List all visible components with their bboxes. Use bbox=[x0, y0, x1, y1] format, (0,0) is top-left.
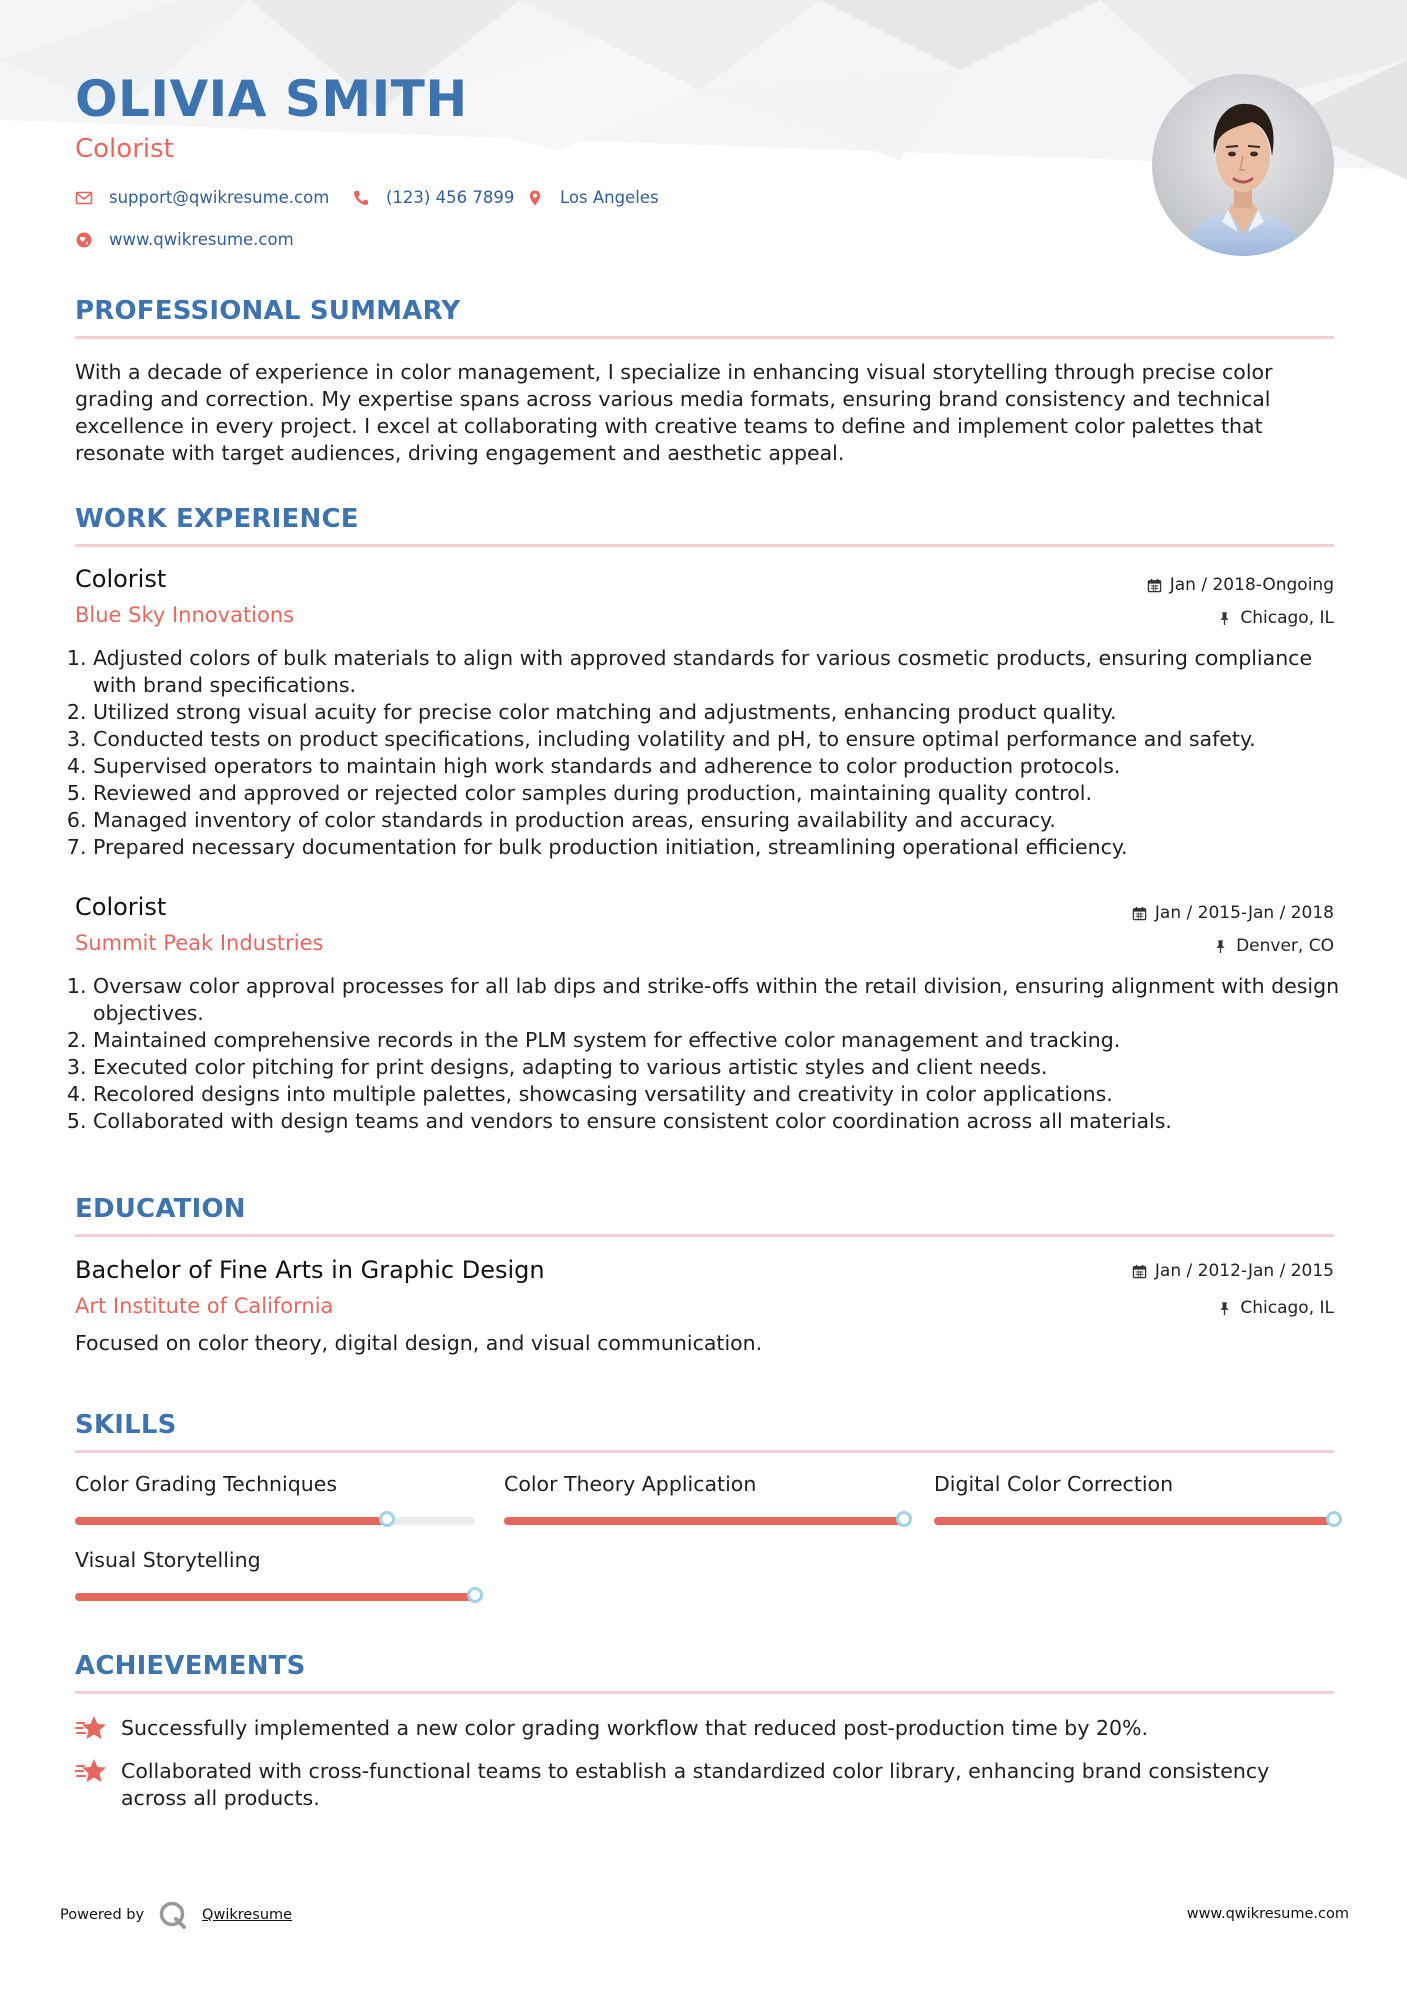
skill-bar-fill bbox=[75, 1517, 387, 1525]
powered-by-label: Powered by bbox=[60, 1907, 145, 1923]
job-dates bbox=[1132, 903, 1334, 923]
education-dates-text: Jan / 2012-Jan / 2015 bbox=[1154, 1261, 1334, 1281]
footer-powered-by bbox=[60, 1900, 292, 1930]
job-location-text: Chicago, IL bbox=[1240, 608, 1334, 628]
section-divider bbox=[75, 1691, 1334, 1694]
section-title-education: EDUCATION bbox=[75, 1194, 246, 1224]
list-item: 2. Maintained comprehensive records in the PLM system for effective color management and tracking. bbox=[93, 1027, 1352, 1054]
skill-bar bbox=[504, 1517, 904, 1525]
job-dates bbox=[1147, 575, 1334, 595]
pushpin-icon bbox=[1217, 611, 1232, 626]
list-item: 4. Recolored designs into multiple palettes, showcasing versatility and creativity in color applications. bbox=[93, 1081, 1352, 1108]
list-item: 5. Reviewed and approved or rejected color samples during production, maintaining quality control. bbox=[93, 780, 1352, 807]
contact-phone-text[interactable]: (123) 456 7899 bbox=[386, 188, 515, 207]
education-school: Art Institute of California bbox=[75, 1294, 334, 1318]
job-dates-text: Jan / 2018-Ongoing bbox=[1169, 575, 1334, 595]
skill-bar bbox=[934, 1517, 1334, 1525]
job-bullets bbox=[75, 973, 1352, 1135]
job-bullets bbox=[75, 645, 1352, 861]
job-location bbox=[1217, 608, 1334, 628]
skill-label: Color Grading Techniques bbox=[75, 1472, 338, 1496]
education-dates bbox=[1132, 1261, 1334, 1281]
section-title-summary: PROFESSIONAL SUMMARY bbox=[75, 296, 461, 326]
section-divider bbox=[75, 336, 1334, 339]
list-item: 6. Managed inventory of color standards in production areas, ensuring availability and accuracy. bbox=[93, 807, 1352, 834]
skill-bar-knob bbox=[379, 1511, 395, 1527]
section-divider bbox=[75, 1450, 1334, 1453]
list-item: 7. Prepared necessary documentation for bulk production initiation, streamlining operational efficiency. bbox=[93, 834, 1352, 861]
skill-bar-knob bbox=[467, 1587, 483, 1603]
skill-label: Color Theory Application bbox=[504, 1472, 757, 1496]
skill-bar bbox=[75, 1593, 475, 1601]
candidate-role: Colorist bbox=[75, 134, 174, 164]
calendar-icon bbox=[1132, 1264, 1147, 1279]
achievement-item bbox=[75, 1715, 1334, 1744]
section-divider bbox=[75, 544, 1334, 547]
achievement-item bbox=[75, 1758, 1334, 1812]
qwikresume-logo-icon bbox=[158, 1900, 188, 1930]
list-item: 3. Executed color pitching for print designs, adapting to various artistic styles and client needs. bbox=[93, 1054, 1352, 1081]
skill-bar-knob bbox=[896, 1511, 912, 1527]
pushpin-icon bbox=[1213, 939, 1228, 954]
skill-label: Visual Storytelling bbox=[75, 1548, 261, 1572]
skill-bar-fill bbox=[934, 1517, 1334, 1525]
list-item: 5. Collaborated with design teams and vendors to ensure consistent color coordination across all materials. bbox=[93, 1108, 1352, 1135]
profile-photo bbox=[1152, 74, 1334, 256]
list-item: 1. Adjusted colors of bulk materials to align with approved standards for various cosmetic products, ensuring compliance with brand specifications. bbox=[93, 645, 1352, 699]
map-pin-icon bbox=[526, 189, 544, 207]
candidate-name: OLIVIA SMITH bbox=[75, 70, 468, 128]
contact-location-text: Los Angeles bbox=[560, 188, 659, 207]
list-item: 4. Supervised operators to maintain high work standards and adherence to color production protocols. bbox=[93, 753, 1352, 780]
envelope-icon bbox=[75, 189, 93, 207]
section-title-experience: WORK EXPERIENCE bbox=[75, 504, 359, 534]
contact-location bbox=[526, 188, 659, 207]
education-location-text: Chicago, IL bbox=[1240, 1298, 1334, 1318]
summary-text: With a decade of experience in color management, I specialize in enhancing visual storytelling through precise color grading and correction. My expertise spans across various media formats, ensuring brand consistency and technical excellence in every project. I excel at collaborating with creative teams to define and implement color palettes that resonate with target audiences, driving engagement and aesthetic appeal. bbox=[75, 360, 1273, 465]
education-description: Focused on color theory, digital design, and visual communication. bbox=[75, 1331, 763, 1355]
education-degree: Bachelor of Fine Arts in Graphic Design bbox=[75, 1256, 545, 1284]
job-location bbox=[1213, 936, 1334, 956]
section-title-skills: SKILLS bbox=[75, 1410, 177, 1440]
section-divider bbox=[75, 1234, 1334, 1237]
job-company: Blue Sky Innovations bbox=[75, 603, 295, 627]
achievement-text: Successfully implemented a new color grading workflow that reduced post-production time by 20%. bbox=[121, 1716, 1149, 1740]
skill-label: Digital Color Correction bbox=[934, 1472, 1174, 1496]
list-item: 3. Conducted tests on product specifications, including volatility and pH, to ensure optimal performance and safety. bbox=[93, 726, 1352, 753]
contact-email[interactable] bbox=[75, 188, 329, 207]
contact-email-text[interactable]: support@qwikresume.com bbox=[109, 188, 330, 207]
job-title: Colorist bbox=[75, 893, 167, 921]
calendar-icon bbox=[1132, 906, 1147, 921]
section-title-achievements: ACHIEVEMENTS bbox=[75, 1651, 306, 1681]
phone-icon bbox=[352, 189, 370, 207]
skill-bar-fill bbox=[504, 1517, 904, 1525]
globe-icon bbox=[75, 231, 93, 249]
contact-website-text[interactable]: www.qwikresume.com bbox=[109, 230, 294, 249]
list-item: 1. Oversaw color approval processes for all lab dips and strike-offs within the retail division, ensuring alignment with design objectives. bbox=[93, 973, 1352, 1027]
qwikresume-link[interactable]: Qwikresume bbox=[202, 1907, 293, 1923]
skill-bar-fill bbox=[75, 1593, 475, 1601]
list-item: 2. Utilized strong visual acuity for precise color matching and adjustments, enhancing product quality. bbox=[93, 699, 1352, 726]
achievement-text: Collaborated with cross-functional teams to establish a standardized color library, enhancing brand consistency across all products. bbox=[121, 1759, 1270, 1810]
star-icon bbox=[75, 1757, 107, 1787]
skill-bar-knob bbox=[1326, 1511, 1342, 1527]
star-icon bbox=[75, 1714, 107, 1744]
job-dates-text: Jan / 2015-Jan / 2018 bbox=[1154, 903, 1334, 923]
skill-bar bbox=[75, 1517, 475, 1525]
footer-website[interactable]: www.qwikresume.com bbox=[1186, 1906, 1349, 1922]
contact-website[interactable] bbox=[75, 230, 294, 249]
job-location-text: Denver, CO bbox=[1236, 936, 1334, 956]
pushpin-icon bbox=[1217, 1301, 1232, 1316]
job-title: Colorist bbox=[75, 565, 167, 593]
job-company: Summit Peak Industries bbox=[75, 931, 324, 955]
contact-phone[interactable] bbox=[352, 188, 514, 207]
education-location bbox=[1217, 1298, 1334, 1318]
calendar-icon bbox=[1147, 578, 1162, 593]
